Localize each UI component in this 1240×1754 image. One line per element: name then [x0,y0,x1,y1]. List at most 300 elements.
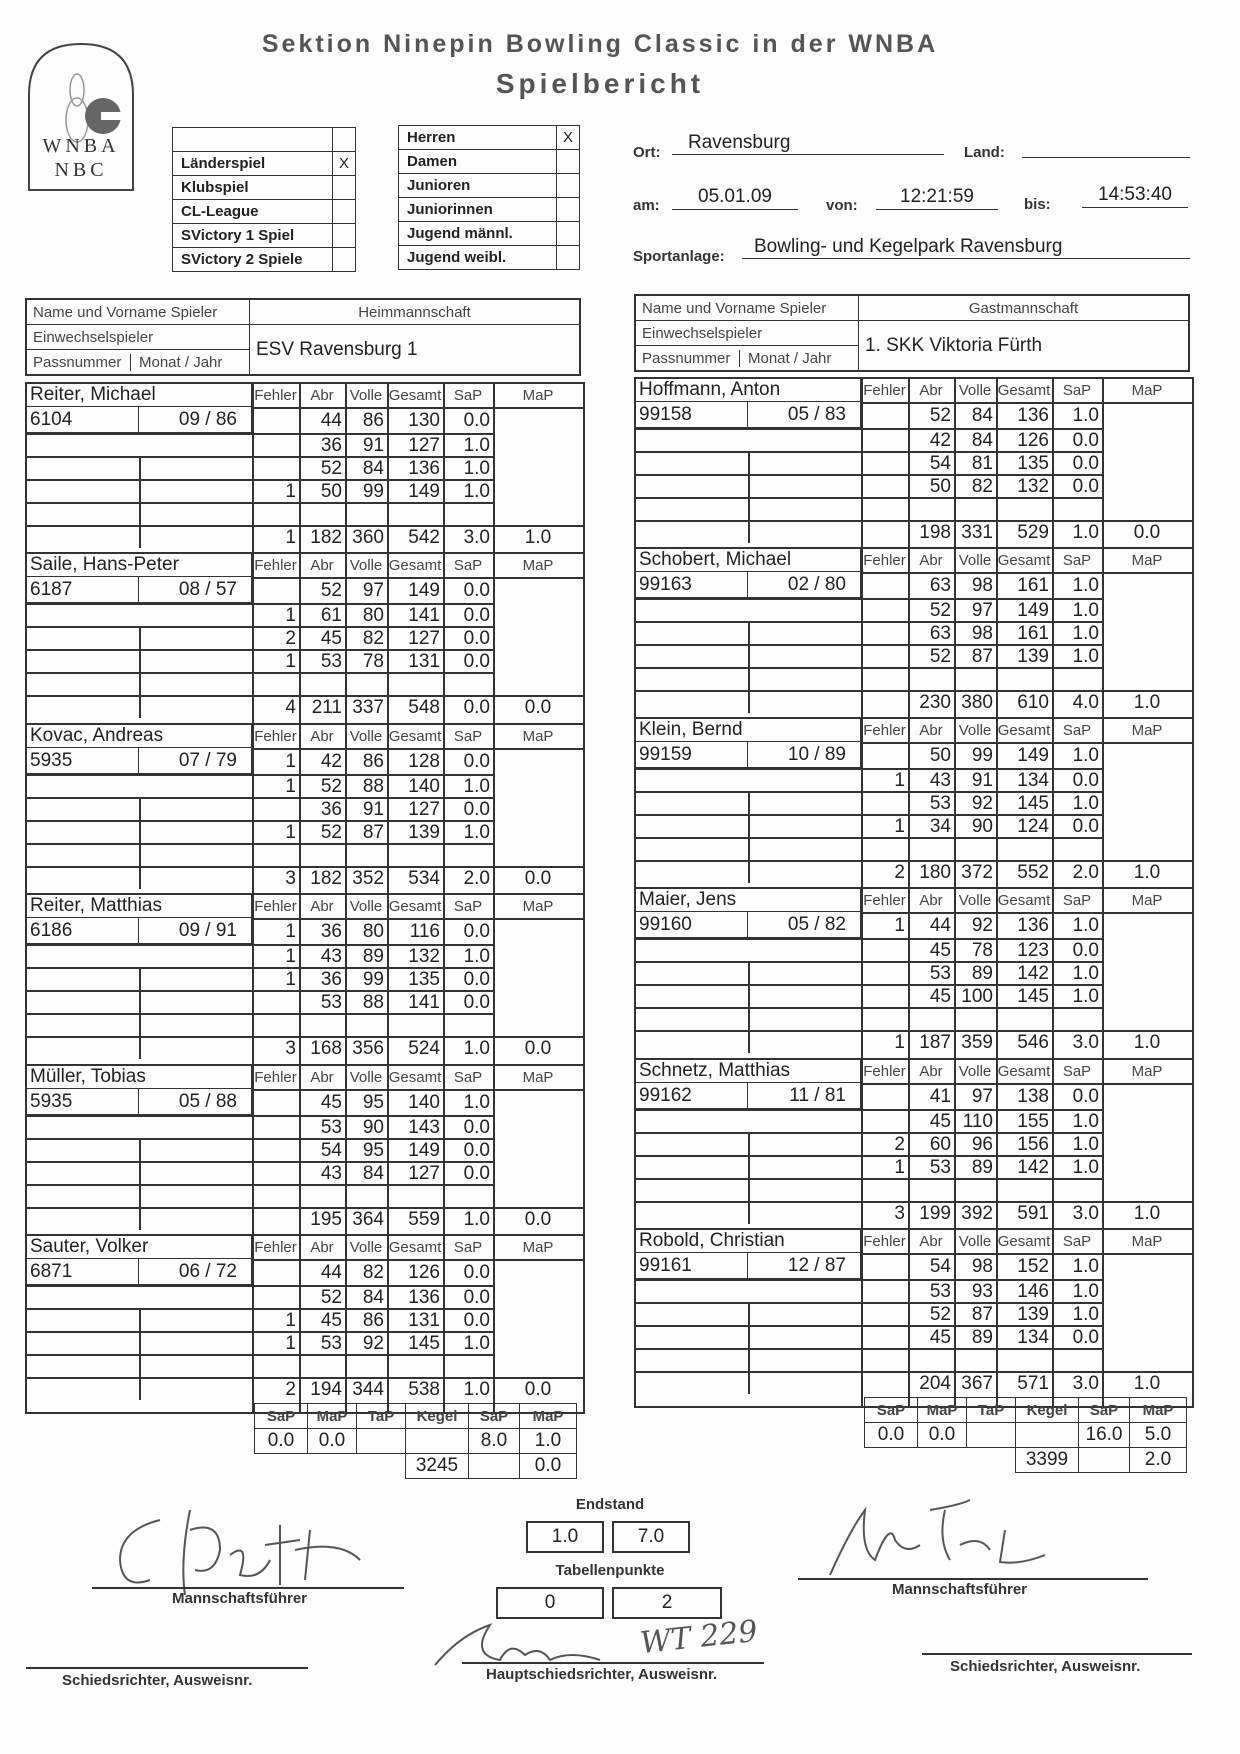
col-header-sap: SaP [1062,552,1092,569]
am-label: am: [633,197,660,214]
cell-volle: 99 [362,969,384,990]
von-label: von: [826,197,858,214]
home-sum-h-tap: TaP [357,1404,406,1429]
cell-abr: 44 [320,410,342,431]
endstand-label: Endstand [575,1496,645,1513]
cell-gesamt: 538 [408,1379,440,1400]
cell-sap: 0.0 [463,1140,490,1161]
cell-gesamt: 149 [408,580,440,601]
cell-abr: 45 [929,986,951,1007]
cell-gesamt: 141 [408,992,440,1013]
cell-sap: 1.0 [1072,745,1099,766]
cell-fehler: 3 [894,1203,905,1224]
tabellenpunkte-label: Tabellenpunkte [555,1562,665,1579]
col-header-map: MaP [1131,382,1163,399]
guest-team-name: 1. SKK Viktoria Fürth [859,321,1190,372]
guest-sum-tap [967,1423,1016,1448]
cell-volle: 95 [362,1140,384,1161]
cell-sap: 0.0 [1072,476,1099,497]
player-pass-number: 6187 [27,577,139,603]
home-player-card [25,382,585,562]
von-field[interactable]: 12:21:59 [876,186,998,210]
player-name: Hoffmann, Anton [636,379,861,402]
cell-map: 0.0 [1133,522,1161,543]
cell-volle: 359 [961,1032,993,1053]
col-header-volle: Volle [958,722,992,739]
cell-sap: 0.0 [463,992,490,1013]
player-name: Reiter, Matthias [27,895,252,918]
col-header-gesamt: Gesamt [997,382,1051,399]
guest-captain-signature [820,1490,1060,1580]
col-header-sap: SaP [1062,382,1092,399]
category-checkbox[interactable] [557,150,580,174]
cell-volle: 89 [971,1327,993,1348]
cell-sap: 2.0 [1072,862,1099,883]
col-header-map: MaP [522,557,554,574]
home-sum-sap2: 8.0 [469,1429,520,1454]
col-header-gesamt: Gesamt [388,1069,442,1086]
cell-gesamt: 161 [1017,623,1049,644]
cell-abr: 36 [320,435,342,456]
cell-fehler [252,1207,299,1233]
guest-sum-h-map2: MaP [1130,1398,1187,1423]
category-checkbox[interactable]: X [557,126,580,150]
cell-abr: 52 [320,1287,342,1308]
cell-gesamt: 145 [1017,986,1049,1007]
cell-gesamt: 571 [1017,1373,1049,1394]
cell-abr: 50 [320,481,342,502]
cell-abr: 43 [320,1163,342,1184]
cell-abr: 42 [929,430,951,451]
guest-sum-h-sap2: SaP [1079,1398,1130,1423]
category-table [398,125,580,270]
sportanlage-field[interactable]: Bowling- und Kegelpark Ravensburg [742,236,1190,259]
cell-abr: 45 [929,1327,951,1348]
col-header-map: MaP [1131,1233,1163,1250]
cell-gesamt: 139 [1017,646,1049,667]
head-referee-signature [430,1605,610,1675]
cell-abr: 63 [929,623,951,644]
cell-volle: 92 [971,915,993,936]
cell-sap: 0.0 [463,628,490,649]
cell-gesamt: 152 [1017,1256,1049,1277]
cell-sap: 1.0 [463,1333,490,1354]
home-sum-map2: 1.0 [520,1429,577,1454]
category-checkbox[interactable] [557,198,580,222]
home-pass-label: Passnummer [27,354,131,371]
home-captain-label: Mannschaftsführer [172,1590,308,1607]
col-header-sap: SaP [1062,892,1092,909]
category-label: Juniorinnen [399,198,557,222]
cell-map: 1.0 [1133,1373,1161,1394]
cell-abr: 52 [929,405,951,426]
page-title: Sektion Ninepin Bowling Classic in der WNBA [261,30,939,58]
col-header-volle: Volle [958,892,992,909]
guest-einwechsel-label: Einwechselspieler [635,321,859,346]
cell-gesamt: 149 [1017,600,1049,621]
col-header-gesamt: Gesamt [388,1239,442,1256]
category-checkbox[interactable] [557,222,580,246]
col-header-abr: Abr [310,728,334,745]
cell-abr: 63 [929,575,951,596]
cell-abr: 52 [320,458,342,479]
col-header-gesamt: Gesamt [997,1233,1051,1250]
cell-sap: 0.0 [1072,816,1099,837]
ort-label: Ort: [633,144,661,161]
cell-gesamt: 548 [408,697,440,718]
guest-name-label: Name und Vorname Spieler [635,295,859,321]
cell-abr: 41 [929,1086,951,1107]
cell-volle: 84 [971,405,993,426]
cell-fehler: 1 [285,1333,296,1354]
player-birth-date: 11 / 81 [748,1083,861,1109]
guest-totals [864,1397,1187,1473]
cell-gesamt: 135 [408,969,440,990]
match-type-checkbox[interactable] [333,248,356,272]
cell-volle: 352 [352,868,384,889]
cell-volle: 90 [362,1117,384,1138]
home-sum-kegel: 3245 [406,1454,469,1479]
cell-volle: 84 [362,1163,384,1184]
home-header [25,298,581,376]
player-pass-number: 99158 [636,402,748,428]
cell-volle: 84 [362,1287,384,1308]
player-name: Maier, Jens [636,889,861,912]
home-sum-map3: 0.0 [520,1454,577,1479]
match-type-table [172,127,356,272]
cell-abr: 53 [320,651,342,672]
col-header-sap: SaP [453,1069,483,1086]
category-label: Jugend weibl. [399,246,557,270]
logo-line1: WNBA [42,135,120,157]
cell-fehler [861,403,908,429]
col-header-sap: SaP [453,557,483,574]
cell-abr: 199 [919,1203,951,1224]
cell-abr: 42 [320,751,342,772]
tp-guest: 2 [612,1587,722,1619]
player-birth-date: 05 / 83 [748,402,861,428]
cell-fehler [861,1084,908,1110]
cell-abr: 44 [929,915,951,936]
cell-gesamt: 136 [408,458,440,479]
guest-sum-map2: 5.0 [1130,1423,1187,1448]
cell-gesamt: 124 [1017,816,1049,837]
cell-volle: 87 [971,1304,993,1325]
guest-side-label: Gastmannschaft [859,295,1190,321]
cell-fehler: 1 [285,921,296,942]
cell-sap: 1.0 [1072,986,1099,1007]
col-header-gesamt: Gesamt [388,557,442,574]
cell-gesamt: 524 [408,1038,440,1059]
guest-sum-h-kegel: Kegel [1016,1398,1079,1423]
cell-fehler: 1 [285,1310,296,1331]
cell-volle: 93 [971,1281,993,1302]
cell-abr: 52 [320,776,342,797]
cell-gesamt: 123 [1017,940,1049,961]
cell-volle: 90 [971,816,993,837]
cell-sap: 0.0 [1072,940,1099,961]
cell-abr: 53 [320,1117,342,1138]
cell-abr: 36 [320,799,342,820]
home-name-label: Name und Vorname Spieler [26,299,250,325]
col-header-abr: Abr [919,382,943,399]
cell-volle: 82 [362,628,384,649]
cell-sap: 1.0 [463,1379,490,1400]
cell-sap: 0.0 [463,605,490,626]
cell-abr: 182 [310,527,342,548]
cell-gesamt: 116 [409,921,440,942]
cell-abr: 198 [919,522,951,543]
match-type-checkbox[interactable]: X [333,152,356,176]
cell-volle: 81 [971,453,993,474]
match-type-checkbox[interactable] [333,200,356,224]
cell-fehler [861,474,908,500]
cell-volle: 99 [971,745,993,766]
col-header-gesamt: Gesamt [388,387,442,404]
col-header-volle: Volle [349,387,383,404]
page-subtitle: Spielbericht [495,68,705,99]
cell-gesamt: 140 [408,776,440,797]
cell-sap: 3.0 [1072,1203,1099,1224]
cell-volle: 82 [362,1262,384,1283]
player-birth-date: 05 / 88 [139,1089,252,1115]
cell-abr: 53 [320,992,342,1013]
col-header-fehler: Fehler [254,557,297,574]
match-type-checkbox[interactable] [333,224,356,248]
home-player-card [25,552,585,732]
cell-sap: 1.0 [463,822,490,843]
home-team-name: ESV Ravensburg 1 [250,325,581,376]
cell-abr: 52 [929,1304,951,1325]
cell-fehler [861,984,908,1010]
player-pass-number: 99159 [636,742,748,768]
cell-fehler [252,578,299,604]
col-header-volle: Volle [349,557,383,574]
cell-abr: 53 [929,963,951,984]
sportanlage-label: Sportanlage: [633,248,725,265]
cell-fehler: 1 [285,751,296,772]
cell-volle: 78 [362,651,384,672]
referee-home-label: Schiedsrichter, Ausweisnr. [62,1672,253,1689]
home-player-card [25,723,585,903]
player-pass-number: 99160 [636,912,748,938]
guest-sum-h-sap: SaP [865,1398,918,1423]
col-header-fehler: Fehler [254,898,297,915]
category-checkbox[interactable] [557,174,580,198]
player-name: Sauter, Volker [27,1236,252,1259]
home-player-card [25,1064,585,1244]
col-header-sap: SaP [453,1239,483,1256]
cell-gesamt: 130 [408,410,440,431]
col-header-map: MaP [522,1069,554,1086]
am-field[interactable]: 05.01.09 [672,186,798,210]
col-header-map: MaP [522,728,554,745]
cell-fehler: 1 [285,822,296,843]
land-field[interactable] [1022,134,1190,158]
cell-sap: 0.0 [463,921,490,942]
cell-sap: 0.0 [1072,1086,1099,1107]
cell-sap: 0.0 [1072,770,1099,791]
player-name: Reiter, Michael [27,384,252,407]
cell-gesamt: 136 [1017,405,1049,426]
match-type-checkbox[interactable] [333,176,356,200]
cell-sap: 1.0 [1072,1304,1099,1325]
cell-sap: 0.0 [463,410,490,431]
cell-fehler: 1 [285,605,296,626]
cell-gesamt: 552 [1017,862,1049,883]
player-name: Schobert, Michael [636,549,861,572]
cell-volle: 86 [362,410,384,431]
cell-gesamt: 146 [1017,1281,1049,1302]
col-header-fehler: Fehler [254,1239,297,1256]
cell-abr: 50 [929,476,951,497]
cell-volle: 331 [961,522,993,543]
home-player-card [25,893,585,1073]
player-name: Klein, Bernd [636,719,861,742]
col-header-sap: SaP [453,387,483,404]
cell-gesamt: 134 [1017,1327,1049,1348]
cell-gesamt: 136 [1017,915,1049,936]
category-label: Herren [399,126,557,150]
cell-sap: 1.0 [463,458,490,479]
cell-sap: 0.0 [463,651,490,672]
cell-sap: 1.0 [463,1092,490,1113]
cell-sap: 4.0 [1072,692,1099,713]
cell-volle: 97 [362,580,384,601]
cell-fehler [252,1161,299,1187]
col-header-volle: Volle [349,728,383,745]
cell-abr: 43 [320,946,342,967]
cell-sap: 0.0 [1072,1327,1099,1348]
match-type-label: Länderspiel [173,152,333,176]
cell-gesamt: 132 [1017,476,1049,497]
cell-gesamt: 128 [408,751,440,772]
cell-volle: 80 [362,605,384,626]
endstand-guest: 7.0 [612,1521,690,1553]
cell-abr: 52 [320,822,342,843]
home-side-label: Heimmannschaft [250,299,581,325]
cell-volle: 89 [971,1157,993,1178]
guest-player-card [634,717,1194,897]
cell-volle: 98 [971,575,993,596]
cell-abr: 44 [320,1262,342,1283]
home-sum-sap: 0.0 [255,1429,308,1454]
cell-volle: 87 [362,822,384,843]
guest-header [634,294,1190,372]
player-birth-date: 09 / 86 [139,407,252,433]
cell-gesamt: 534 [408,868,440,889]
player-birth-date: 05 / 82 [748,912,861,938]
cell-gesamt: 161 [1017,575,1049,596]
cell-volle: 344 [352,1379,384,1400]
cell-volle: 360 [352,527,384,548]
cell-abr: 194 [310,1379,342,1400]
cell-sap: 1.0 [463,776,490,797]
head-referee-number: WT 229 [638,1613,760,1662]
cell-gesamt: 529 [1017,522,1049,543]
cell-gesamt: 143 [408,1117,440,1138]
cell-volle: 364 [352,1209,384,1230]
referee-guest-label: Schiedsrichter, Ausweisnr. [950,1658,1141,1675]
col-header-gesamt: Gesamt [997,1063,1051,1080]
cell-sap: 0.0 [463,1117,490,1138]
player-pass-number: 6104 [27,407,139,433]
cell-volle: 392 [961,1203,993,1224]
cell-sap: 1.0 [1072,1157,1099,1178]
cell-gesamt: 156 [1017,1134,1049,1155]
cell-volle: 89 [362,946,384,967]
cell-fehler: 3 [285,1038,296,1059]
cell-gesamt: 134 [1017,770,1049,791]
player-pass-number: 6871 [27,1259,139,1285]
cell-volle: 110 [962,1111,993,1132]
cell-abr: 43 [929,770,951,791]
bis-field[interactable]: 14:53:40 [1082,184,1188,208]
cell-fehler [861,573,908,599]
cell-gesamt: 139 [1017,1304,1049,1325]
cell-abr: 187 [919,1032,951,1053]
cell-fehler: 1 [285,946,296,967]
cell-volle: 84 [362,458,384,479]
cell-fehler [252,1260,299,1286]
cell-sap: 1.0 [1072,646,1099,667]
col-header-sap: SaP [453,728,483,745]
wnba-logo [25,40,137,195]
ort-field[interactable]: Ravensburg [672,132,944,155]
home-sum-tap [357,1429,406,1454]
cell-fehler: 1 [285,969,296,990]
cell-fehler [861,520,908,546]
cell-volle: 78 [971,940,993,961]
cell-sap: 1.0 [1072,793,1099,814]
cell-volle: 96 [971,1134,993,1155]
guest-mj-label: Monat / Jahr [748,349,832,367]
col-header-abr: Abr [310,557,334,574]
head-referee-label: Hauptschiedsrichter, Ausweisnr. [486,1666,718,1683]
cell-sap: 2.0 [463,868,490,889]
cell-fehler [861,1325,908,1351]
home-totals [254,1403,577,1479]
cell-abr: 60 [929,1134,951,1155]
guest-pass-label: Passnummer [636,350,740,367]
cell-abr: 180 [919,862,951,883]
cell-fehler: 1 [894,915,905,936]
cell-volle: 92 [362,1333,384,1354]
guest-captain-label: Mannschaftsführer [892,1581,1028,1598]
col-header-abr: Abr [919,722,943,739]
cell-gesamt: 149 [408,481,440,502]
col-header-abr: Abr [919,552,943,569]
cell-volle: 87 [971,646,993,667]
match-type-checkbox[interactable] [333,128,356,152]
player-birth-date: 06 / 72 [139,1259,252,1285]
cell-sap: 1.0 [1072,963,1099,984]
guest-sum-kegel: 3399 [1016,1448,1079,1473]
cell-gesamt: 610 [1017,692,1049,713]
guest-sum-sap2: 16.0 [1079,1423,1130,1448]
cell-fehler: 1 [285,651,296,672]
cell-gesamt: 139 [408,822,440,843]
home-sum-h-sap2: SaP [469,1404,520,1429]
cell-fehler [861,1254,908,1280]
cell-abr: 36 [320,969,342,990]
player-birth-date: 10 / 89 [748,742,861,768]
cell-volle: 95 [362,1092,384,1113]
col-header-gesamt: Gesamt [997,722,1051,739]
category-checkbox[interactable] [557,246,580,270]
cell-sap: 0.0 [1072,453,1099,474]
cell-sap: 0.0 [463,580,490,601]
